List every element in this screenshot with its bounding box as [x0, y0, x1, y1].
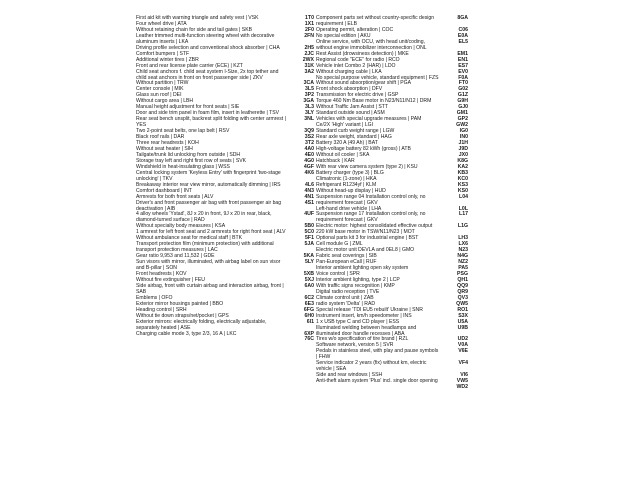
equipment-code: QW5	[456, 300, 468, 307]
equipment-description: Torque 460 Nm Base motor in N23/N11/N12 | DRM	[316, 98, 432, 105]
equipment-code: 5KA	[303, 253, 314, 260]
equipment-code: EV0	[458, 68, 468, 75]
equipment-code: 31K	[304, 62, 314, 69]
equipment-description: Battery 320 A (49 Ah) | BAT	[316, 140, 378, 147]
equipment-description: Without oil cooler | SKA	[316, 151, 370, 158]
equipment-code: EM1	[457, 50, 468, 57]
equipment-description: Special release 'TDI EU5 rebuilt' Ukraine | SNR	[316, 306, 423, 313]
equipment-code: 3P2	[304, 92, 314, 99]
equipment-description: Rest Assist (drowsiness detection) | MKE	[316, 50, 409, 57]
equipment-description: Refrigerant R1234yf | KLM	[316, 181, 377, 188]
equipment-description: Fabric seat coverings | SIB	[316, 253, 377, 260]
right-code-column	[316, 16, 468, 391]
equipment-entry	[136, 320, 314, 332]
equipment-code: 4S1	[304, 199, 314, 206]
equipment-code: QQ9	[457, 282, 468, 289]
equipment-code: 2WX	[302, 56, 314, 63]
equipment-description: Pedals in stainless steel, with play and pause symbols | FHW	[316, 348, 439, 361]
equipment-description: Electric motor: highest consolidated effective output 220 kW base motor in TSW/N11/N23 | MOT	[316, 223, 433, 236]
equipment-description: Interior ambient lighting, type 2 | LCP	[316, 276, 400, 283]
equipment-description: 1 armrest for left front seat and 2 armrests for right front seat | ALV	[136, 229, 286, 236]
equipment-code: 6FG	[303, 306, 314, 313]
equipment-code: 5C0	[304, 229, 314, 236]
equipment-description: Vehicle inlet Combo 2 (HAR) | LDO	[316, 62, 396, 69]
equipment-code: FT0	[458, 80, 468, 87]
equipment-description: Pan-European eCall | RUF	[316, 259, 377, 266]
equipment-description: Anti-theft alarm system 'Plus' incl. single door opening	[316, 378, 438, 385]
equipment-code: 4N1	[304, 193, 314, 200]
equipment-description: Front headrests | KOV	[136, 270, 187, 277]
equipment-code: 6I1	[306, 318, 314, 325]
equipment-description: Side and rear windows | SSH	[316, 372, 383, 379]
equipment-code: 4UF	[304, 211, 314, 218]
equipment-code: 5F1	[305, 235, 314, 242]
equipment-description: Breakaway interior rear view mirror, automatically dimming | IRS	[136, 181, 281, 188]
equipment-code: L04	[459, 193, 468, 200]
equipment-description: Standard curb weight range | LGW	[316, 128, 395, 135]
equipment-description: Battery charger (type 3) | BLG	[316, 169, 384, 176]
equipment-description: Exterior mirror housings painted | BBO	[136, 300, 224, 307]
equipment-code: 4E0	[304, 151, 314, 158]
equipment-code: L17	[459, 211, 468, 218]
equipment-code: 4GF	[303, 163, 314, 170]
equipment-description: Without seat heater | SIH	[136, 145, 193, 152]
equipment-description: With rear view camera system (type 2) | KSU	[316, 163, 418, 170]
equipment-code: UD2	[457, 336, 468, 343]
equipment-code: 4K6	[304, 169, 314, 176]
equipment-description: 4 alloy wheels 'Ystad', 8J x 20 in front, 9J x 20 in rear, black, diamond-turned surface | RAD	[136, 211, 272, 224]
equipment-code: 3A2	[304, 68, 314, 75]
equipment-description: Climate control unit | ZAB	[316, 294, 374, 301]
equipment-description: First aid kit with warning triangle and safety vest | VSK	[136, 15, 259, 21]
equipment-code: U5A	[457, 318, 468, 325]
equipment-code: G1Z	[457, 92, 468, 99]
equipment-code: 3CA	[303, 80, 314, 87]
equipment-code: GP2	[457, 116, 468, 123]
equipment-code: G9H	[457, 98, 468, 105]
equipment-description: Front shock absorption | DFV	[316, 86, 383, 93]
equipment-code: L0L	[458, 205, 468, 212]
equipment-code: J9D	[458, 145, 468, 152]
equipment-description: Driver's and front passenger air bag with front passenger air bag deactivation | AIB	[136, 199, 282, 212]
equipment-code: ES7	[458, 62, 468, 69]
equipment-description: Without sound absorption/gear shift | PGA	[316, 80, 412, 87]
equipment-description: Standard outside sound | ASM	[316, 110, 385, 117]
equipment-description: Tires w/o specification of tire brand | RZL	[316, 336, 409, 343]
equipment-code: 3GA	[303, 98, 314, 105]
equipment-description: Without retaining chain for side and tail gates | SKB	[136, 26, 252, 33]
equipment-description: Rear axle weight, standard | HAG	[316, 134, 392, 141]
equipment-description: Black roof rails | DAR	[136, 134, 185, 141]
equipment-description: Without Traffic Jam Assist | STT	[316, 104, 388, 111]
equipment-code: QR9	[457, 288, 468, 295]
equipment-description: Without specialty body measures | KSA	[136, 223, 226, 230]
equipment-code: 3Q9	[304, 128, 314, 135]
equipment-code: EN1	[457, 56, 468, 63]
equipment-code: S3X	[458, 312, 468, 319]
equipment-code: V6E	[458, 348, 468, 355]
equipment-description: Leather trimmed multi-function steering wheel with decorative aluminum inserts | LKA	[136, 32, 275, 45]
equipment-description: Tailgate/trunk lid unlocking from outside | SDH	[136, 151, 241, 158]
equipment-code: 2H5	[304, 44, 314, 51]
equipment-code: C06	[458, 26, 468, 33]
equipment-description: Vehicles with special upgrade measures | PAM	[316, 116, 422, 123]
equipment-description: Instrument insert, km/h speedometer | INS	[316, 312, 412, 319]
equipment-description: Side airbag, front with curtain airbag and interaction airbag, front | SAB	[136, 282, 284, 295]
equipment-description: Cell module G | ZML	[316, 241, 363, 248]
equipment-code: 4G0	[304, 157, 314, 164]
equipment-description: Optional parts kit 3 for industrial engine | BST	[316, 235, 419, 242]
equipment-code: IG0	[459, 128, 468, 135]
equipment-description: Without tie down straps/net/pocket | GPS	[136, 312, 229, 319]
equipment-description: 1 x USB type C and CD player | ESS	[316, 318, 400, 325]
equipment-description: Suspension range 04 Installation control only, no requirement forecast | GKV	[316, 193, 426, 206]
left-code-column	[136, 16, 314, 343]
equipment-entry	[316, 385, 468, 391]
equipment-description: Without cargo area | LBH	[136, 98, 194, 105]
equipment-code: 3NL	[304, 116, 314, 123]
equipment-code: 5B0	[304, 223, 314, 230]
equipment-code: 3L3	[305, 104, 314, 111]
equipment-description: Transport protection film (minimum protection) with additional transport protection measures | LAC	[136, 241, 274, 254]
equipment-code: N4G	[457, 253, 468, 260]
equipment-code: 6A0	[304, 282, 314, 289]
equipment-code: 3L5	[305, 86, 314, 93]
equipment-description: Charging cable mode 3, type 2/3, 16 A | LKC	[136, 330, 237, 337]
equipment-description: Electric motor unit DEVLA and 0EL8 | GMO	[316, 247, 415, 254]
equipment-description: Without charging cable | LKA	[316, 68, 382, 75]
equipment-description: Software network, version 5 | SVR	[316, 342, 394, 349]
equipment-code: NZ2	[458, 259, 468, 266]
equipment-code: K8G	[457, 157, 468, 164]
equipment-description: Rear seat bench unsplit, backrest split folding with center armrest | YES	[136, 116, 286, 129]
equipment-code: 1T0	[305, 15, 314, 21]
equipment-code: 3T2	[305, 140, 314, 147]
equipment-description: Emblems | OFO	[136, 294, 173, 301]
equipment-entry	[316, 40, 468, 52]
equipment-entry	[136, 171, 314, 183]
equipment-description: Online service, with OCU, with head unit/coding, without engine immobilizer interconnection | ONL	[316, 38, 427, 51]
equipment-code: 3S2	[304, 134, 314, 141]
equipment-code: 76C	[304, 336, 314, 343]
equipment-description: Comfort bumpers | STF	[136, 50, 190, 57]
equipment-description: Sun visors with mirror, illuminated, with airbag label on sun visor and B-pillar | SON	[136, 259, 281, 272]
equipment-description: Component parts set without country-specific design requirement | ELB	[316, 15, 435, 27]
equipment-entry	[136, 332, 314, 338]
equipment-code: VI6	[460, 372, 468, 379]
equipment-code: KS3	[457, 181, 468, 188]
equipment-code: RO1	[457, 306, 468, 313]
equipment-code: L1G	[457, 223, 468, 230]
equipment-description: Armrests for both front seats | ALV	[136, 193, 214, 200]
equipment-code: GM1	[456, 110, 468, 117]
equipment-entry	[136, 34, 314, 46]
equipment-code: V0A	[457, 342, 468, 349]
equipment-description: With traffic signs recognition | KMP	[316, 282, 395, 289]
equipment-code: 5XB	[303, 270, 314, 277]
equipment-code: GJ0	[458, 104, 468, 111]
equipment-description: Driving profile selection and conventional shock absorber | CHA	[136, 44, 280, 51]
equipment-code: JX0	[458, 151, 468, 158]
equipment-description: Digital radio reception | TVE	[316, 288, 380, 295]
equipment-description: Center console | MIK	[136, 86, 184, 93]
equipment-description: Door and side trim panel in foam film, insert in leatherette | TSV	[136, 110, 280, 117]
equipment-code: 6H0	[304, 312, 314, 319]
equipment-code: EL5	[458, 38, 468, 45]
equipment-entry	[136, 284, 314, 296]
equipment-description: Illuminated welding between headlamps and illuminated door handle recesses | ABA	[316, 324, 417, 337]
equipment-description: radio system 'Delta' | RAD	[316, 300, 376, 307]
equipment-description: Regional code "ECE" for radio | RCO	[316, 56, 400, 63]
equipment-code: QV3	[457, 294, 468, 301]
equipment-description: Four wheel drive | ATA	[136, 20, 187, 27]
equipment-code: WD2	[456, 384, 468, 391]
equipment-code: LH3	[458, 235, 468, 242]
equipment-description: Transmission for electric drive | GSP	[316, 92, 399, 99]
equipment-description: Comfort dashboard | INT	[136, 187, 192, 194]
equipment-entry	[316, 195, 468, 207]
equipment-description: Interior ambient lighting open sky system	[316, 265, 409, 272]
equipment-code: 2F0	[305, 26, 314, 33]
equipment-code: 6XP	[304, 330, 314, 337]
equipment-description: Additional winter tires | ZBR	[136, 56, 199, 63]
equipment-code: IN0	[459, 134, 468, 141]
equipment-description: No special purpose vehicle, standard equipment | FZS	[316, 74, 439, 81]
equipment-code: F0A	[458, 74, 468, 81]
equipment-description: Manual height adjustment for front seats | SIE	[136, 104, 240, 111]
equipment-code: 5LY	[304, 259, 314, 266]
equipment-code: 4A0	[304, 145, 314, 152]
equipment-code: 6C2	[304, 294, 314, 301]
equipment-description: Service indicator 2 years (fix) without km, electric vehicle | SEA	[316, 360, 427, 373]
equipment-code: KS0	[457, 187, 468, 194]
equipment-code: PA5	[458, 265, 468, 272]
equipment-description: Heading control | SRH	[136, 306, 187, 313]
equipment-code: 4N3	[304, 187, 314, 194]
equipment-description: Without ambulance seat for medical staff | BTK	[136, 235, 242, 242]
equipment-code: VF4	[458, 360, 468, 367]
equipment-description: Ce/2X 'High' variant | LGI	[316, 122, 374, 129]
equipment-description: Child seat anchors f. child seat system I-Size, 2x top tether and child seat anchors in front on front passenger side | ZKV	[136, 68, 279, 81]
equipment-description: Exterior mirrors: electrically folding, electrically adjustable, separately heated | ASE	[136, 318, 267, 331]
equipment-description: Central locking system 'Keyless Entry' with fingerprint 'two-stage unlocking' | TKV	[136, 169, 281, 182]
equipment-description: Windshield in heat-insulating glass | WSS	[136, 163, 230, 170]
equipment-code: 3LY	[304, 110, 314, 117]
equipment-code: PSG	[457, 270, 468, 277]
equipment-code: 1X1	[304, 20, 314, 27]
equipment-code: J1H	[458, 140, 468, 147]
equipment-description: High-voltage battery 82 kWh (gross) | ATB	[316, 145, 411, 152]
equipment-description: Two 2-point seat belts, one lap belt | RSV	[136, 128, 230, 135]
equipment-code: KB3	[457, 169, 468, 176]
equipment-description: Operating permit, alteration | COC	[316, 26, 394, 33]
equipment-description: Without partition | TRW	[136, 80, 189, 87]
equipment-code: GW2	[456, 122, 468, 129]
equipment-code: 5JA	[304, 241, 314, 248]
equipment-code: 4L6	[305, 181, 314, 188]
equipment-code: U9B	[457, 324, 468, 331]
equipment-code: QH1	[457, 276, 468, 283]
equipment-description: Three rear headrests | KOH	[136, 140, 199, 147]
equipment-code: 6E3	[304, 300, 314, 307]
equipment-description: No special edition | AKU	[316, 32, 371, 39]
equipment-code: KA2	[457, 163, 468, 170]
equipment-code: 8GA	[457, 15, 468, 21]
equipment-description: Hatchback | KAR	[316, 157, 355, 164]
equipment-code: 2JC	[304, 50, 314, 57]
equipment-description: Without fire extinguisher | FEU	[136, 276, 205, 283]
equipment-description: Left-hand drive vehicle | LHA	[316, 205, 382, 212]
equipment-description: Front and rear license plate carrier (ECE) | KZT	[136, 62, 243, 69]
equipment-description: Voice control | SPR	[316, 270, 360, 277]
equipment-code: 2FN	[304, 32, 314, 39]
equipment-code: E0A	[457, 32, 468, 39]
equipment-code: VW5	[456, 378, 468, 385]
equipment-code: LX6	[458, 241, 468, 248]
equipment-code: N23	[458, 247, 468, 254]
equipment-code: G02	[458, 86, 468, 93]
equipment-description: Gear ratio 9,953 and 11,532 | GDE	[136, 253, 215, 260]
equipment-description: Climatronic (1-zone) | HKA	[316, 175, 377, 182]
equipment-description: Suspension range 17 Installation control only, no requirement forecast | GKV	[316, 211, 426, 224]
equipment-code: KC0	[457, 175, 468, 182]
equipment-description: Storage tray left and right first row of seats | SVK	[136, 157, 247, 164]
equipment-description: Without head-up display | HUD	[316, 187, 386, 194]
equipment-code: 5XJ	[304, 276, 314, 283]
equipment-entry	[136, 337, 314, 343]
equipment-description: Glass sun roof | DEI	[136, 92, 182, 99]
